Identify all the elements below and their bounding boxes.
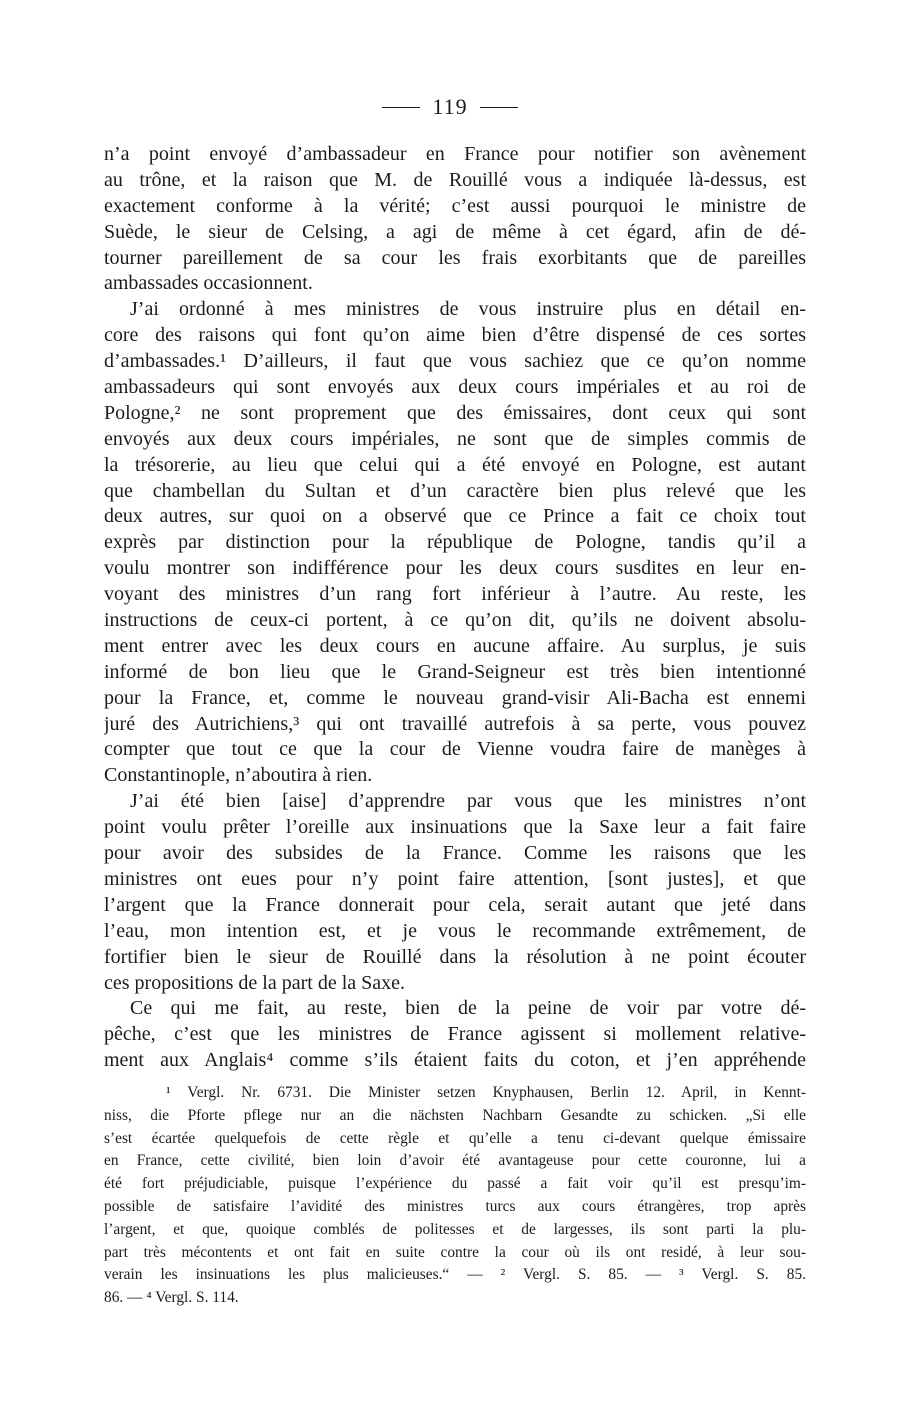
body-line: d’ambassades.¹ D’ailleurs, il faut que vous sachiez que ce qu’on nomme [104,350,806,373]
body-line: pour avoir des subsides de la France. Comme les raisons que les [104,842,806,865]
footnote-line: ¹ Vergl. Nr. 6731. Die Minister setzen Knyphausen, Berlin 12. April, in Kennt- [166,1084,806,1101]
body-line: Suède, le sieur de Celsing, a agi de même à cet égard, afin de dé- [104,220,806,243]
body-line: voyant des ministres d’un rang fort inférieur à l’autre. Au reste, les [104,583,806,606]
body-line: Ce qui me fait, au reste, bien de la peine de voir par votre dé- [130,997,806,1020]
body-line: ment aux Anglais⁴ comme s’ils étaient faits du coton, et j’en appréhende [104,1049,806,1072]
footnote-line: s’est écartée quelquefois de cette règle et qu’elle a tenu ci-devant quelque émissaire [104,1129,806,1147]
footnote-line: possible de satisfaire l’avidité des ministres turcs aux cours étrangères, trop après [104,1197,806,1215]
body-line: J’ai ordonné à mes ministres de vous instruire plus en détail en- [130,298,806,321]
footnote-line: niss, die Pforte pflege nur an die nächsten Nachbarn Gesandte zu schicken. „Si elle [104,1106,806,1124]
body-line: ambassades occasionnent. [104,272,313,295]
body-line: l’eau, mon intention est, et je vous le recommande extrêmement, de [104,919,806,942]
body-line: pour la France, et, comme le nouveau grand-visir Ali-Bacha est ennemi [104,686,806,709]
footnote-line: en France, cette civilité, bien loin d’avoir été avantageuse pour cette couronne, lui a [104,1152,806,1170]
body-line: juré des Autrichiens,³ qui ont travaillé autrefois à sa perte, vous pouvez [104,712,806,735]
body-line: core des raisons qui font qu’on aime bien d’être dispensé de ces sortes [104,324,806,347]
body-line: pêche, c’est que les ministres de France agissent si mollement relative- [104,1023,806,1046]
body-line: Constantinople, n’aboutira à rien. [104,764,373,787]
footnote-line: l’argent, et que, quoique comblés de politesses et de largesses, ils sont parti la plu- [104,1220,806,1238]
header-rule-left [382,107,420,108]
body-line: au trône, et la raison que M. de Rouillé vous a indiquée là-dessus, est [104,168,806,191]
body-line: fortifier bien le sieur de Rouillé dans la résolution à ne point écouter [104,945,806,968]
body-line: compter que tout ce que la cour de Vienne voudra faire de manèges à [104,738,806,761]
body-line: Pologne,² ne sont proprement que des émissaires, dont ceux qui sont [104,401,806,424]
body-line: voulu montrer son indifférence pour les deux cours susdites en leur en- [104,557,806,580]
body-line: exprès par distinction pour la république de Pologne, tandis qu’il a [104,531,806,554]
body-line: ment entrer avec les deux cours en aucune affaire. Au surplus, je suis [104,634,806,657]
body-line: tourner pareillement de sa cour les frais exorbitants que de pareilles [104,246,806,269]
footnote-line: verain les insinuations les plus malicieuses.“ — ² Vergl. S. 85. — ³ Vergl. S. 85. [104,1266,806,1284]
body-line: exactement conforme à la vérité; c’est aussi pourquoi le ministre de [104,194,806,217]
body-line: la trésorerie, au lieu que celui qui a été envoyé en Pologne, est autant [104,453,806,476]
footnote-line: été fort préjudiciable, puisque l’expérience du passé a fait voir qu’il est presqu’im- [104,1175,806,1193]
page-header [0,92,900,122]
body-line: point voulu prêter l’oreille aux insinuations que la Saxe leur a fait faire [104,816,806,839]
body-line: ministres ont eues pour n’y point faire attention, [sont justes], et que [104,867,806,890]
page-number: 119 [432,94,468,119]
footnote-line: 86. — ⁴ Vergl. S. 114. [104,1289,239,1307]
body-line: n’a point envoyé d’ambassadeur en France pour notifier son avènement [104,143,806,165]
body-line: informé de bon lieu que le Grand-Seigneur est très bien intentionné [104,660,806,683]
body-line: que chambellan du Sultan et d’un caractère bien plus relevé que les [104,479,806,502]
body-line: ces propositions de la part de la Saxe. [104,971,406,994]
body-line: J’ai été bien [aise] d’apprendre par vous que les ministres n’ont [130,790,806,813]
footnote-line: part très mécontents et ont fait en suite contre la cour où ils ont residé, à leur sou- [104,1243,806,1261]
body-line: l’argent que la France donnerait pour cela, serait autant que jeté dans [104,893,806,916]
body-line: envoyés aux deux cours impériales, ne sont que de simples commis de [104,427,806,450]
header-rule-right [480,107,518,108]
body-line: deux autres, sur quoi on a observé que ce Prince a fait ce choix tout [104,505,806,528]
footnotes [104,1082,806,1310]
body-line: ambassadeurs qui sont envoyés aux deux cours impériales et au roi de [104,376,806,399]
body-line: instructions de ceux-ci portent, à ce qu’on dit, qu’ils ne doivent absolu- [104,609,806,632]
body-text [104,142,806,1074]
